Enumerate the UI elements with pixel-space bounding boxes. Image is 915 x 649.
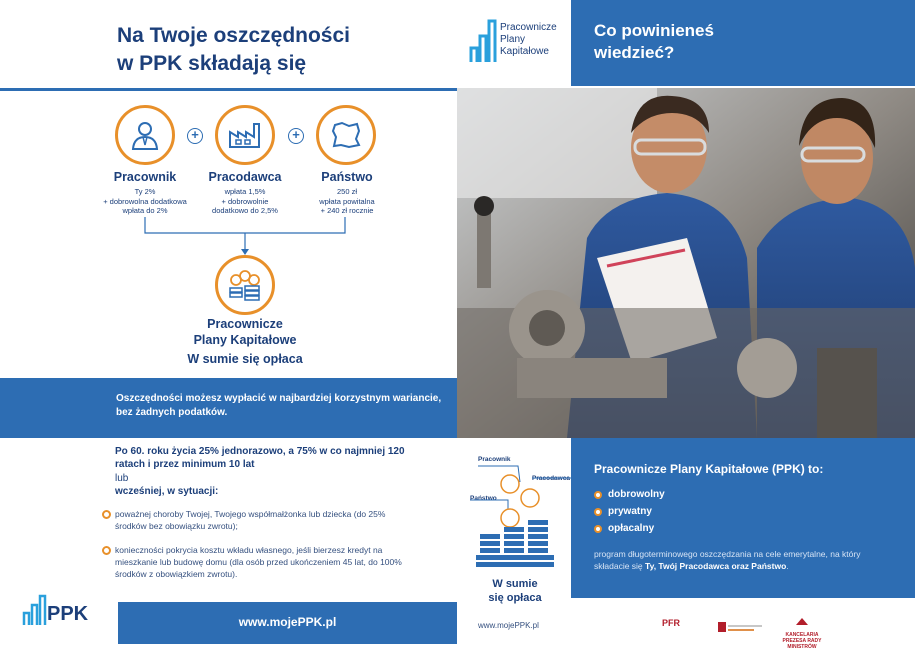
portal-logo [718,620,764,634]
bullet-item: konieczności pokrycia kosztu wkładu własnego, jeśli bierzesz kredyt na mieszkanie lub budowę domu (dla osób przed ukończeniem 45 lat, do 100% środków z obowiązkiem zwrotu). [115,545,402,579]
ppk-feature: opłacalny [608,523,655,534]
info-band-text: Oszczędności możesz wypłacić w najbardziej korzystnym wariancie, bez żadnych podatków. [116,393,442,418]
contributor-detail: + dobrowolna dodatkowa [103,196,187,206]
factory-icon [215,105,275,165]
left-title [117,22,417,78]
logo-line: Kapitałowe [500,46,549,57]
worker-icon [115,105,175,165]
mid-slogan [470,577,560,605]
bullet-item: poważnej choroby Twojej, Twojego współmałżonka lub dziecka (do 25% środków bez obowiązku zwrotu); [115,509,386,531]
mini-label: Państwo [470,495,497,502]
ppk-logo-text: PPK [47,603,89,625]
website-link[interactable]: www.mojePPK.pl [238,615,337,629]
description-text: . [786,561,789,571]
summary-slogan: W sumie się opłaca [187,352,303,366]
contributor-name: Państwo [321,170,373,184]
workers-photo [457,88,915,438]
mini-label: Pracodawca [532,475,570,482]
contributor-detail: wpłata do 2% [122,206,168,215]
kprm-logo [780,614,824,649]
slogan-line: się opłaca [488,592,542,604]
title-line: Co powinieneś [594,21,714,40]
pfr-logo [662,618,704,628]
ppk-logo-icon [22,593,48,627]
bullet-icon [594,525,602,533]
summary-title [160,316,330,348]
ppk-definition-title: Pracownicze Plany Kapitałowe (PPK) to: [594,462,824,476]
mini-label: Pracownik [478,456,511,463]
description-bold: Ty, Twój Pracodawca oraz Państwo [645,561,787,571]
contributor-detail: dodatkowo do 2,5% [212,206,278,215]
bullet-icon [594,491,602,499]
ppk-feature: prywatny [608,506,652,517]
plus-icon: + [187,128,203,144]
website-link[interactable]: www.mojePPK.pl [478,621,539,630]
withdrawal-rule: Po 60. roku życia 25% jednorazowo, a 75% w co najmniej 120 ratach i przez minimum 10 lat [115,446,405,470]
bullet-icon [102,510,111,519]
coins-icon [215,255,275,315]
contributor-detail: wpłata powitalna [319,196,375,206]
bullet-icon [102,546,111,555]
contributor-detail: wpłata 1,5% [224,187,266,196]
divider [0,88,457,91]
pfr-logo-text: PFR [662,618,680,628]
ppk-logo-text [500,22,557,58]
contributor-name: Pracownik [113,170,177,184]
plus-icon: + [288,128,304,144]
contributor-employer [195,170,295,216]
title-line: wiedzieć? [594,43,675,62]
contributor-name: Pracodawca [208,170,282,184]
contributor-detail: Ty 2% [134,187,156,196]
logo-line: Plany [500,34,526,45]
left-title-line2: w PPK składają się [117,52,307,75]
rule-early: wcześniej, w sytuacji: [115,486,219,497]
contributor-state [297,170,397,216]
connector-lines [140,215,355,260]
summary-title-line1: Pracownicze [207,317,283,331]
summary-title-line2: Plany Kapitałowe [193,333,297,347]
right-top-title [594,20,714,64]
slogan-line: W sumie [492,578,538,590]
eagle-emblem-icon [780,617,824,627]
bullet-icon [594,508,602,516]
ppk-description [594,548,894,572]
contributor-employee [95,170,195,216]
rule-or: lub [115,473,129,484]
mini-infographic [468,462,573,574]
logo-line: Pracownicze [500,22,557,33]
ppk-feature: dobrowolny [608,489,665,500]
contributor-detail: 250 zł [336,187,357,196]
ppk-logo-icon [469,18,497,64]
country-map-icon [316,105,376,165]
contributor-detail: + 240 zł rocznie [320,206,374,215]
contributor-detail: + dobrowolnie [221,196,269,206]
left-title-line1: Na Twoje oszczędności [117,24,350,47]
kprm-logo-text: KANCELARIA PREZESA RADY MINISTRÓW [782,632,822,649]
description-text: program długoterminowego oszczędzania na cele emerytalne, na który składacie się [594,549,861,571]
